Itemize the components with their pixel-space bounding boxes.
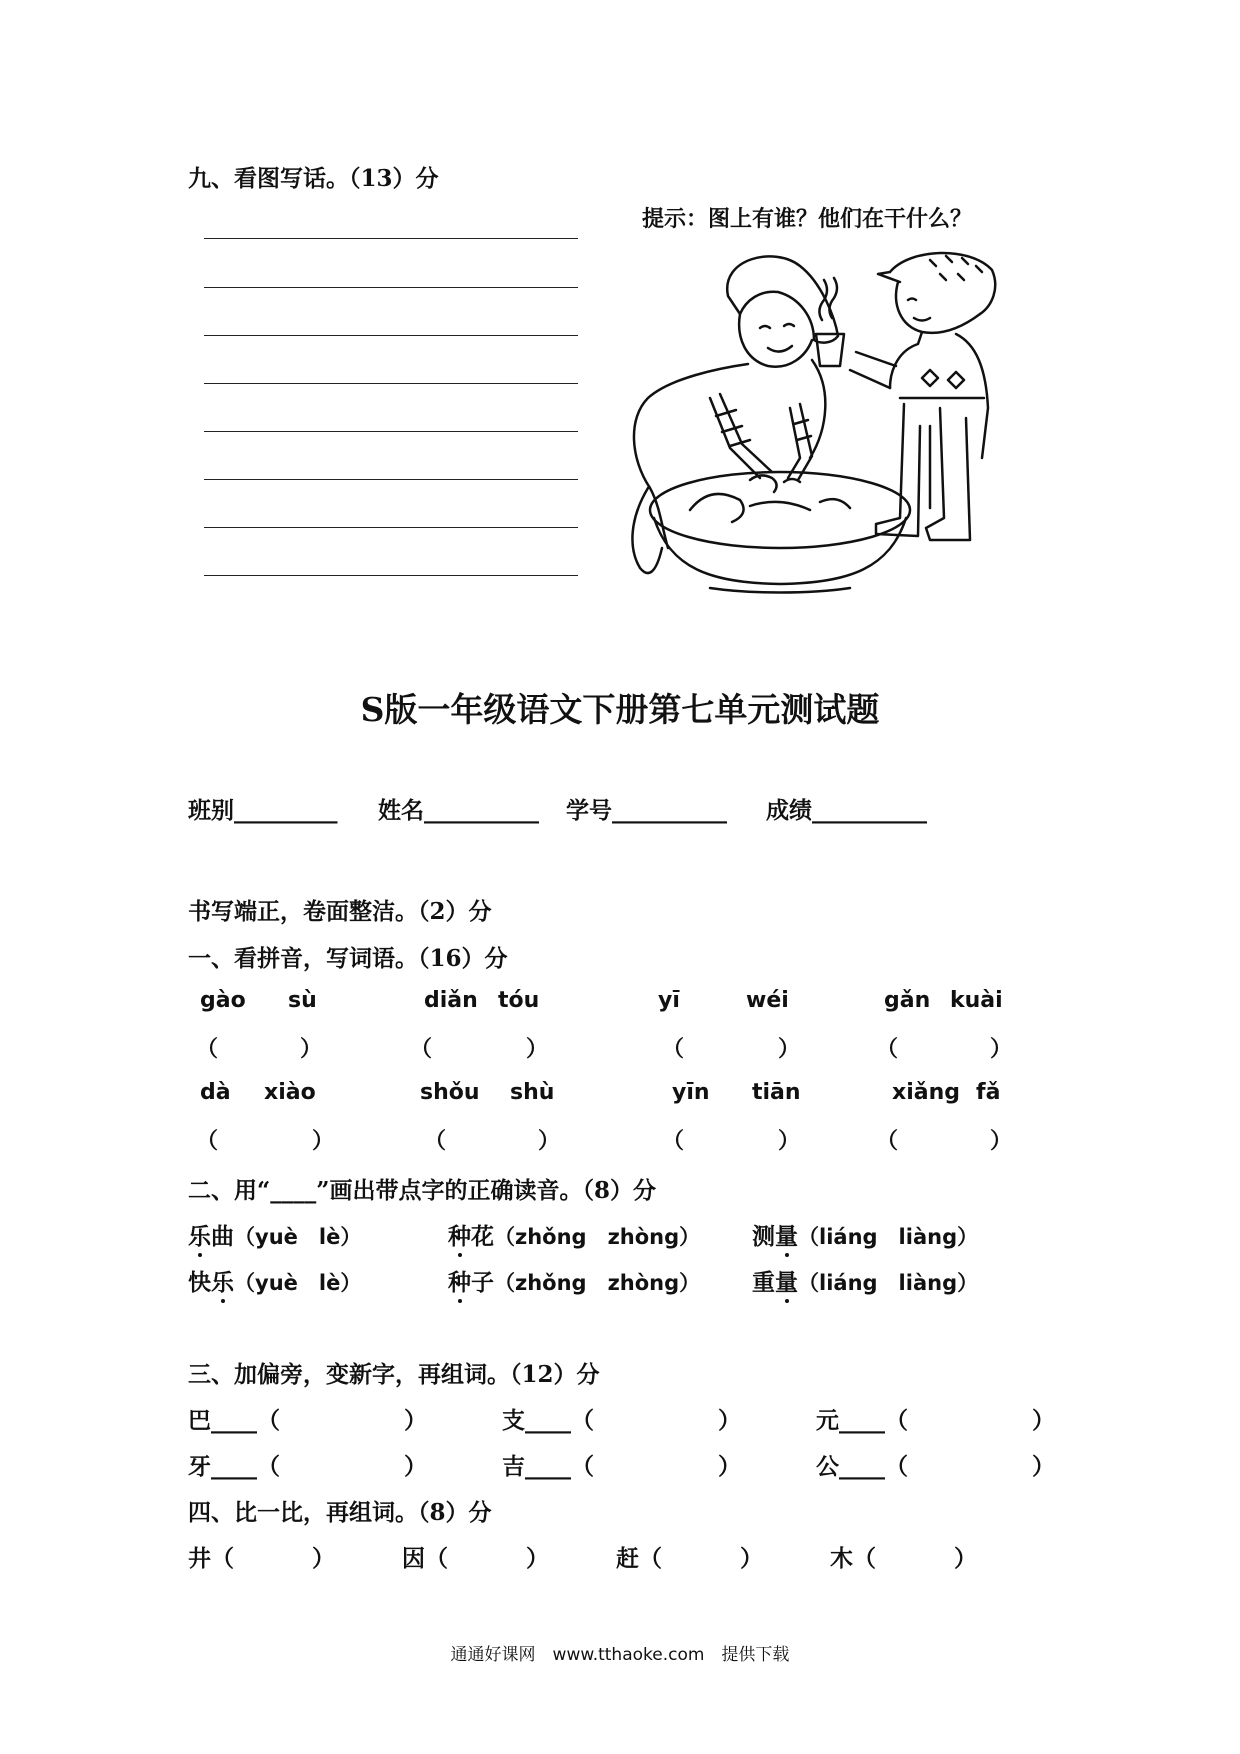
dotted-char: 乐 — [188, 1218, 211, 1251]
score-field[interactable]: 成绩__________ — [766, 797, 927, 824]
plain-char: 测 — [752, 1223, 775, 1250]
paren-close: ） — [526, 1545, 549, 1572]
paren-close: ） — [1032, 1453, 1055, 1480]
pinyin-syllable: shù — [510, 1080, 555, 1105]
pinyin-syllable: tóu — [498, 988, 540, 1013]
compare-word-blank[interactable]: 赶（ — [616, 1545, 662, 1572]
pinyin-syllable: yī — [658, 988, 680, 1013]
radical-blank[interactable]: 牙____（ — [188, 1453, 280, 1480]
reading-choice[interactable] — [752, 1264, 978, 1297]
pinyin-options: （zhǒng zhòng） — [494, 1225, 701, 1249]
paren-close: ） — [1032, 1407, 1055, 1434]
pinyin-syllable: gǎn — [884, 988, 931, 1013]
pinyin-syllable: fǎ — [976, 1080, 1001, 1105]
paren-open: （ — [424, 1128, 447, 1154]
writing-line[interactable] — [204, 575, 578, 576]
plain-char: 重 — [752, 1269, 775, 1296]
writing-line[interactable] — [204, 287, 578, 288]
paren-close: ） — [312, 1545, 335, 1572]
page-title: S版一年级语文下册第七单元测试题 — [360, 690, 880, 729]
paren-open: （ — [196, 1036, 219, 1062]
dotted-char: 种 — [448, 1218, 471, 1251]
radical-blank[interactable]: 元____（ — [816, 1407, 908, 1434]
pinyin-syllable: dà — [200, 1080, 231, 1105]
pinyin-options: （yuè lè） — [234, 1225, 362, 1249]
pinyin-syllable: gào — [200, 988, 246, 1013]
paren-open: （ — [876, 1128, 899, 1154]
paren-close: ） — [990, 1036, 1013, 1062]
neat-writing-note: 书写端正，卷面整洁。（2）分 — [188, 898, 492, 925]
reading-choice[interactable] — [448, 1264, 700, 1297]
section3-heading: 三、加偏旁，变新字，再组词。（12）分 — [188, 1361, 600, 1388]
pinyin-options: （zhǒng zhòng） — [494, 1271, 701, 1295]
radical-blank[interactable]: 巴____（ — [188, 1407, 280, 1434]
pinyin-syllable: wéi — [746, 988, 789, 1013]
plain-char: 花 — [471, 1223, 494, 1250]
reading-choice[interactable] — [188, 1264, 361, 1297]
paren-close: ） — [778, 1128, 801, 1154]
paren-open: （ — [662, 1036, 685, 1062]
pinyin-options: （liáng liàng） — [798, 1225, 979, 1249]
section4-heading: 四、比一比，再组词。（8）分 — [188, 1499, 492, 1526]
paren-open: （ — [876, 1036, 899, 1062]
writing-line[interactable] — [204, 335, 578, 336]
paren-close: ） — [300, 1036, 323, 1062]
writing-line[interactable] — [204, 527, 578, 528]
paren-open: （ — [196, 1128, 219, 1154]
paren-close: ） — [718, 1407, 741, 1434]
paren-close: ） — [404, 1453, 427, 1480]
paren-close: ） — [740, 1545, 763, 1572]
class-field[interactable]: 班别_________ — [188, 797, 338, 824]
paren-open: （ — [662, 1128, 685, 1154]
section2-heading: 二、用“____”画出带点字的正确读音。（8）分 — [188, 1177, 656, 1204]
paren-open: （ — [410, 1036, 433, 1062]
paren-close: ） — [404, 1407, 427, 1434]
paren-close: ） — [526, 1036, 549, 1062]
compare-word-blank[interactable]: 井（ — [188, 1545, 234, 1572]
radical-blank[interactable]: 吉____（ — [502, 1453, 594, 1480]
section1-heading: 一、看拼音，写词语。（16）分 — [188, 945, 508, 972]
writing-line[interactable] — [204, 431, 578, 432]
pinyin-syllable: tiān — [752, 1080, 801, 1105]
reading-choice[interactable] — [752, 1218, 978, 1251]
dotted-char: 量 — [775, 1218, 798, 1251]
pinyin-syllable: kuài — [950, 988, 1003, 1013]
writing-line[interactable] — [204, 383, 578, 384]
pinyin-syllable: shǒu — [420, 1080, 480, 1105]
student-id-field[interactable]: 学号__________ — [566, 797, 727, 824]
paren-close: ） — [312, 1128, 335, 1154]
writing-line[interactable] — [204, 238, 578, 239]
dotted-char: 乐 — [211, 1264, 234, 1297]
pinyin-syllable: diǎn — [424, 988, 478, 1013]
compare-word-blank[interactable]: 木（ — [830, 1545, 876, 1572]
page-footer: 通通好课网 www.tthaoke.com 提供下载 — [450, 1645, 790, 1665]
radical-blank[interactable]: 公____（ — [816, 1453, 908, 1480]
reading-choice[interactable] — [448, 1218, 700, 1251]
pinyin-syllable: xiào — [264, 1080, 316, 1105]
section9-hint: 提示：图上有谁？他们在干什么？ — [642, 206, 973, 232]
pinyin-options: （liáng liàng） — [798, 1271, 979, 1295]
writing-line[interactable] — [204, 479, 578, 480]
pinyin-syllable: yīn — [672, 1080, 710, 1105]
paren-close: ） — [778, 1036, 801, 1062]
plain-char: 快 — [188, 1269, 211, 1296]
name-field[interactable]: 姓名__________ — [378, 797, 539, 824]
radical-blank[interactable]: 支____（ — [502, 1407, 594, 1434]
paren-close: ） — [538, 1128, 561, 1154]
paren-close: ） — [718, 1453, 741, 1480]
paren-close: ） — [954, 1545, 977, 1572]
paren-close: ） — [990, 1128, 1013, 1154]
compare-word-blank[interactable]: 因（ — [402, 1545, 448, 1572]
pinyin-syllable: sù — [288, 988, 317, 1013]
pinyin-options: （yuè lè） — [234, 1271, 362, 1295]
section9-heading: 九、看图写话。（13）分 — [188, 165, 439, 192]
dotted-char: 种 — [448, 1264, 471, 1297]
dotted-char: 量 — [775, 1264, 798, 1297]
pinyin-syllable: xiǎng — [892, 1080, 960, 1105]
plain-char: 曲 — [211, 1223, 234, 1250]
illustration-mother-and-boy — [600, 248, 1020, 618]
plain-char: 子 — [471, 1269, 494, 1296]
reading-choice[interactable] — [188, 1218, 361, 1251]
